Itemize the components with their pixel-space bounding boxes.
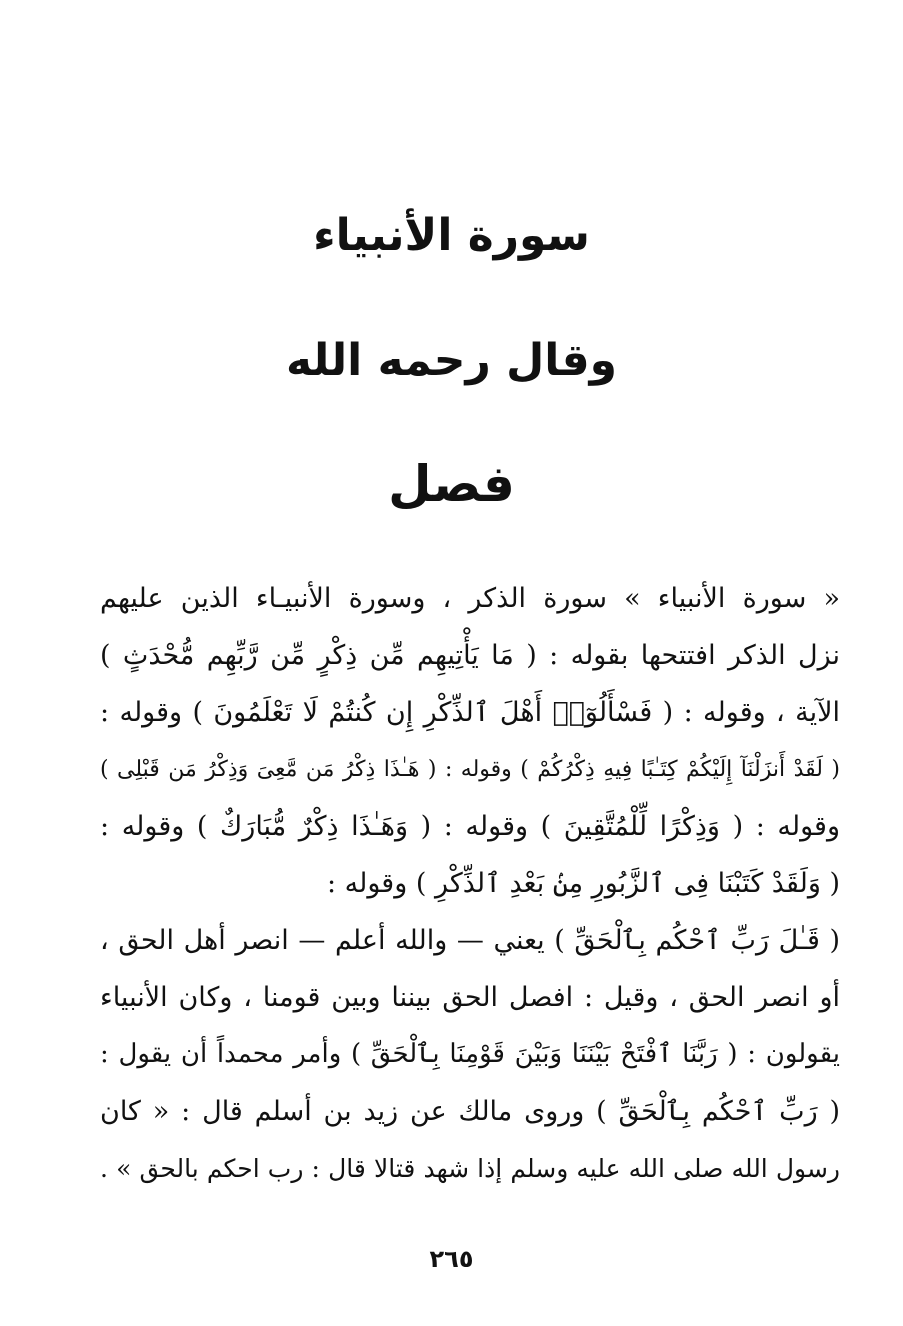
- body-line-3: الآية ، وقوله : ( فَسْأَلُوٓا۟ أَهْلَ ٱلذِّكْرِ إِن كُنتُمْ لَا تَعْلَمُونَ ) وقوله :: [100, 697, 840, 728]
- body-line-7: ( قَـٰلَ رَبِّ ٱحْكُم بِٱلْحَقِّ ) يعني — والله أعلم — انصر أهل الحق ،: [100, 925, 840, 956]
- body-line-2: نزل الذكر افتتحها بقوله : ( مَا يَأْتِيهِم مِّن ذِكْرٍ مِّن رَّبِّهِم مُّحْدَثٍ ): [100, 640, 840, 671]
- sura-title: سورة الأنبياء: [313, 210, 590, 261]
- section-heading: [0, 455, 903, 513]
- page-number: ٢٦٥: [429, 1245, 474, 1273]
- body-line-1: « سورة الأنبياء » سورة الذكر ، وسورة الأنبيـاء الذين عليهم: [100, 583, 840, 614]
- body-text: [100, 570, 840, 1197]
- body-line-6: ( وَلَقَدْ كَتَبْنَا فِى ٱلزَّبُورِ مِنۢ بَعْدِ ٱلذِّكْرِ ) وقوله :: [326, 868, 840, 899]
- section-heading-text: فصل: [388, 455, 515, 513]
- body-line-5: وقوله : ( وَذِكْرًا لِّلْمُتَّقِينَ ) وقوله : ( وَهَـٰذَا ذِكْرٌ مُّبَارَكٌ ) وقوله :: [100, 811, 840, 842]
- body-line-10: ( رَبِّ ٱحْكُم بِٱلْحَقِّ ) وروى مالك عن زيد بن أسلم قال : « كان: [100, 1096, 840, 1127]
- body-line-9: يقولون : ( رَبَّنَا ٱفْتَحْ بَيْنَنَا وَبَيْنَ قَوْمِنَا بِٱلْحَقِّ ) وأمر محمداً أن يقول :: [100, 1039, 840, 1069]
- body-line-4: ( لَقَدْ أَنزَلْنَآ إِلَيْكُمْ كِتَـٰبًا فِيهِ ذِكْرُكُمْ ) وقوله : ( هَـٰذَا ذِكْرُ مَن مَّعِىَ وَذِكْرُ مَن قَبْلِى ): [100, 757, 840, 782]
- said-heading: وقال رحمه الله: [286, 335, 617, 386]
- body-line-8: أو انصر الحق ، وقيل : افصل الحق بيننا وبين قومنا ، وكان الأنبياء: [100, 982, 840, 1013]
- body-line-11: رسول الله صلى الله عليه وسلم إذا شهد قتالا قال : رب احكم بالحق » .: [100, 1154, 840, 1183]
